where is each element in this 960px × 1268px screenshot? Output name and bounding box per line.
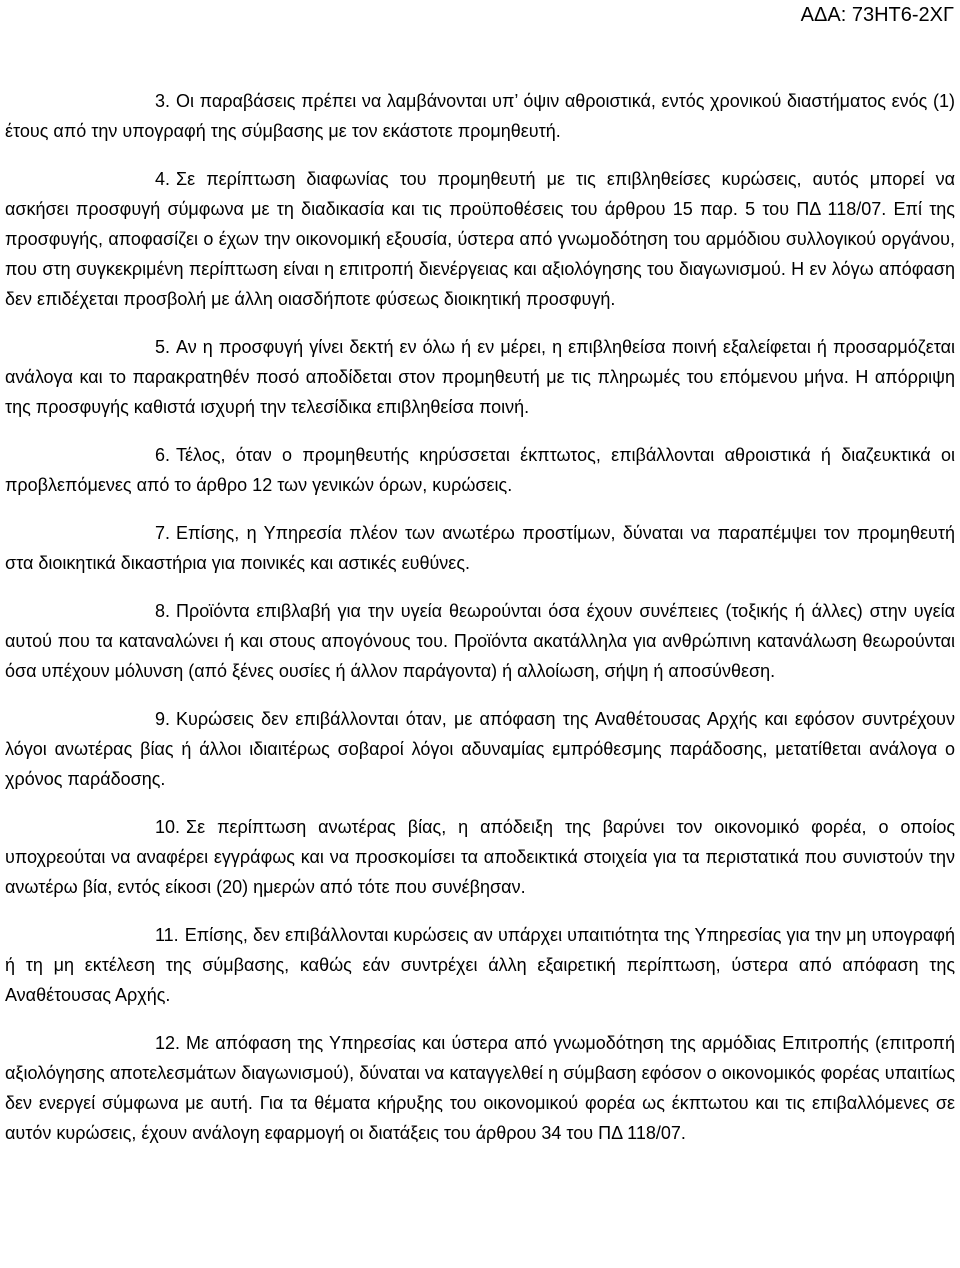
paragraph-number: 6. (155, 445, 171, 465)
paragraph-text: Επίσης, δεν επιβάλλονται κυρώσεις αν υπάρχει υπαιτιότητα της Υπηρεσίας για την μη υπογραφή ή τη μη εκτέλεση της σύμβασης, καθώς εάν συντρέχει άλλη εξαιρετική περίπτωση, ύστερα από απόφαση της Αναθέτουσας Αρχής. (5, 925, 955, 1005)
ada-identifier: ΑΔΑ: 73ΗΤ6-2ΧΓ (800, 4, 954, 26)
paragraph-text: Αν η προσφυγή γίνει δεκτή εν όλω ή εν μέρει, η επιβληθείσα ποινή εξαλείφεται ή προσαρμόζεται ανάλογα και το παρακρατηθέν ποσό αποδίδεται στον προμηθευτή με τις πληρωμές του επόμενου μήνα. Η απόρριψη της προσφυγής καθιστά ισχυρή την τελεσίδικα επιβληθείσα ποινή. (5, 337, 955, 417)
paragraph-5 (5, 332, 955, 422)
paragraph-text: Επίσης, η Υπηρεσία πλέον των ανωτέρω προστίμων, δύναται να παραπέμψει τον προμηθευτή στα διοικητικά δικαστήρια για ποινικές και αστικές ευθύνες. (5, 523, 955, 573)
paragraph-number: 8. (155, 601, 171, 621)
paragraph-text: Σε περίπτωση ανωτέρας βίας, η απόδειξη της βαρύνει τον οικονομικό φορέα, ο οποίος υποχρεούται να αναφέρει εγγράφως και να προσκομίσει τα αποδεικτικά στοιχεία για τα περιστατικά που συνιστούν την ανωτέρω βία, εντός είκοσι (20) ημερών από τότε που συνέβησαν. (5, 817, 955, 897)
paragraph-10 (5, 812, 955, 902)
paragraph-number: 12. (155, 1033, 181, 1053)
paragraph-12 (5, 1028, 955, 1148)
paragraph-7 (5, 518, 955, 578)
paragraph-number: 10. (155, 817, 181, 837)
paragraph-9 (5, 704, 955, 794)
paragraph-11 (5, 920, 955, 1010)
paragraph-text: Κυρώσεις δεν επιβάλλονται όταν, με απόφαση της Αναθέτουσας Αρχής και εφόσον συντρέχουν λόγοι ανωτέρας βίας ή άλλοι ιδιαιτέρως σοβαροί λόγοι αδυναμίας εμπρόθεσμης παράδοσης, μετατίθεται ανάλογα ο χρόνος παράδοσης. (5, 709, 955, 789)
paragraph-text: Τέλος, όταν ο προμηθευτής κηρύσσεται έκπτωτος, επιβάλλονται αθροιστικά ή διαζευκτικά οι προβλεπόμενες από το άρθρο 12 των γενικών όρων, κυρώσεις. (5, 445, 955, 495)
paragraph-3 (5, 86, 955, 146)
paragraph-number: 3. (155, 91, 171, 111)
paragraph-number: 9. (155, 709, 171, 729)
paragraph-number: 7. (155, 523, 171, 543)
paragraph-number: 4. (155, 169, 171, 189)
document-body (5, 86, 955, 1166)
paragraph-text: Σε περίπτωση διαφωνίας του προμηθευτή με τις επιβληθείσες κυρώσεις, αυτός μπορεί να ασκήσει προσφυγή σύμφωνα με τη διαδικασία και τις προϋποθέσεις του άρθρου 15 παρ. 5 του ΠΔ 118/07. Επί της προσφυγής, αποφασίζει ο έχων την οικονομική εξουσία, ύστερα από γνωμοδότηση του αρμόδιου συλλογικού οργάνου, που στη συγκεκριμένη περίπτωση είναι η επιτροπή διενέργειας και αξιολόγησης του διαγωνισμού. Η εν λόγω απόφαση δεν επιδέχεται προσβολή με άλλη οιασδήποτε φύσεως διοικητική προσφυγή. (5, 169, 955, 309)
paragraph-text: Με απόφαση της Υπηρεσίας και ύστερα από γνωμοδότηση της αρμόδιας Επιτροπής (επιτροπή αξιολόγησης αποτελεσμάτων διαγωνισμού), δύναται να καταγγελθεί η σύμβαση εφόσον ο οικονομικός φορέας υπαιτίως δεν ενεργεί σύμφωνα με αυτή. Για τα θέματα κήρυξης του οικονομικού φορέα ως έκπτωτου και τις επιβαλλόμενες σε αυτόν κυρώσεις, έχουν ανάλογη εφαρμογή οι διατάξεις του άρθρου 34 του ΠΔ 118/07. (5, 1033, 955, 1143)
paragraph-number: 11. (155, 925, 179, 945)
paragraph-6 (5, 440, 955, 500)
paragraph-text: Οι παραβάσεις πρέπει να λαμβάνονται υπ’ όψιν αθροιστικά, εντός χρονικού διαστήματος ενός (1) έτους από την υπογραφή της σύμβασης με τον εκάστοτε προμηθευτή. (5, 91, 955, 141)
paragraph-4 (5, 164, 955, 314)
paragraph-number: 5. (155, 337, 171, 357)
paragraph-8 (5, 596, 955, 686)
paragraph-text: Προϊόντα επιβλαβή για την υγεία θεωρούνται όσα έχουν συνέπειες (τοξικής ή άλλες) στην υγεία αυτού που τα καταναλώνει ή και στους απογόνους του. Προϊόντα ακατάλληλα για ανθρώπινη κατανάλωση θεωρούνται όσα υπέχουν μόλυνση (από ξένες ουσίες ή άλλον παράγοντα) ή αλλοίωση, σήψη ή αποσύνθεση. (5, 601, 955, 681)
